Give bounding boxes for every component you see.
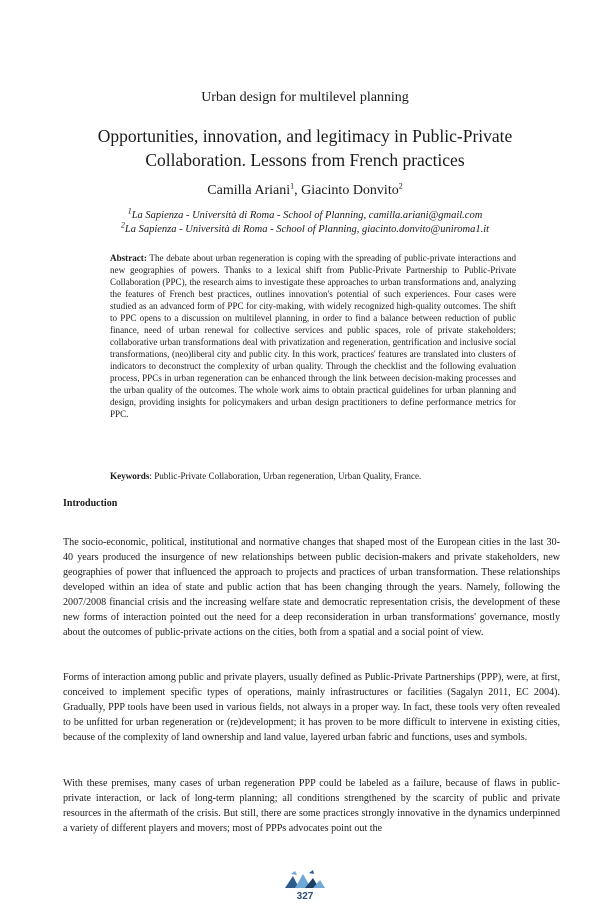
conference-logo-icon — [283, 870, 327, 890]
keywords-text: : Public-Private Collaboration, Urban regeneration, Urban Quality, France. — [149, 471, 422, 481]
abstract-label: Abstract: — [110, 253, 147, 263]
paper-title: Opportunities, innovation, and legitimacy in Public-Private Collaboration. Lessons from French practices — [97, 126, 513, 170]
series-title: Urban design for multilevel planning — [201, 90, 409, 105]
author-sup: 2 — [398, 181, 403, 191]
author-sup: 1 — [290, 181, 295, 191]
page-number: 327 — [296, 891, 314, 902]
body-paragraph: The socio-economic, political, institutional and normative changes that shaped most of the European cities in the last 30-40 years produced the insurgence of new relationships between public decision-makers and private stakeholders, new geographies of power that influenced the approach to projects and practices of urban transformation. These relationships developed within an idea of state and public action that has been changing through the years. Namely, following the 2007/2008 financial crisis and the increasing welfare state and democratic representation crisis, the development of these new forms of interaction pointed out the need for a deep reconsideration in urban transformations' governance, mostly about the outcomes of public-private actions on the cities, both from a spatial and a social point of view. — [63, 537, 560, 638]
author-line — [0, 183, 610, 199]
keywords — [110, 471, 516, 481]
section-heading: Introduction — [63, 498, 118, 509]
abstract — [110, 252, 516, 420]
keywords-label: Keywords — [110, 471, 150, 481]
abstract-text: The debate about urban regeneration is coping with the spreading of public-private interactions and new geographies of powers. Thanks to a lexical shift from Public-Private Partnership to Public-Private Collaboration (PPC), the research aims to investigate these approaches to urban transformations and, analyzing the features of French best practices, outlines innovation's potential of such experiences. Four cases were studied as an advanced form of PPC for city-making, with widely recognized high-quality outcomes. The shift to PPC opens to a discussion on multilevel planning, in order to find a balance between reduction of public finance, need of urban renewal for collective services and public spaces, role of private stakeholders; collaborative urban transformations deal with privatization and regeneration, gentrification and inclusive social transformations, (neo)liberal city and public city. In this work, practices' features are translated into clusters of indicators to deconstruct the complexity of urban quality. Through the checklist and the following evaluation process, PPCs in urban regeneration can be enhanced through the link between decision-making processes and the urban quality of the outcomes. The whole work aims to obtain practical guidelines for urban planning and design, providing insights for policymakers and urban design practitioners to define performance metrics for PPC. — [110, 253, 516, 419]
affiliation — [0, 206, 610, 221]
affiliation-sup: 1 — [127, 206, 132, 216]
affiliation-text: La Sapienza - Università di Roma - School of Planning, giacinto.donvito@uniroma1.it — [124, 224, 490, 235]
affiliation-sup: 2 — [120, 220, 125, 230]
author-separator: , — [294, 183, 302, 198]
body-paragraph: With these premises, many cases of urban regeneration PPP could be labeled as a failure, because of flaws in public-private interaction, or lack of long-term planning; all conditions strengthened by the scarcity of public and private resources in the aftermath of the crisis. But still, there are some practices strongly innovative in the dynamics underpinned a variety of different players and movers; most of PPPs advocates point out the — [63, 778, 560, 834]
affiliation-text: La Sapienza - Università di Roma - School of Planning, camilla.ariani@gmail.com — [131, 210, 483, 221]
author-name: Camilla Ariani — [207, 183, 291, 198]
body-paragraph: Forms of interaction among public and private players, usually defined as Public-Private Partnerships (PPP), were, at first, conceived to implement specific types of operations, mainly infrastructures or facilities (Sagalyn 2011, EC 2004). Gradually, PPP tools have been used in various fields, not always in a proper way. In fact, these tools very often revealed to be unfitted for urban regeneration or (re)development; it has proven to be more difficult to intervene in existing cities, because of the complexity of land ownership and land value, layered urban fabric and functions, uses and symbols. — [63, 672, 560, 743]
affiliation — [0, 220, 610, 235]
author-name: Giacinto Donvito — [301, 183, 399, 198]
